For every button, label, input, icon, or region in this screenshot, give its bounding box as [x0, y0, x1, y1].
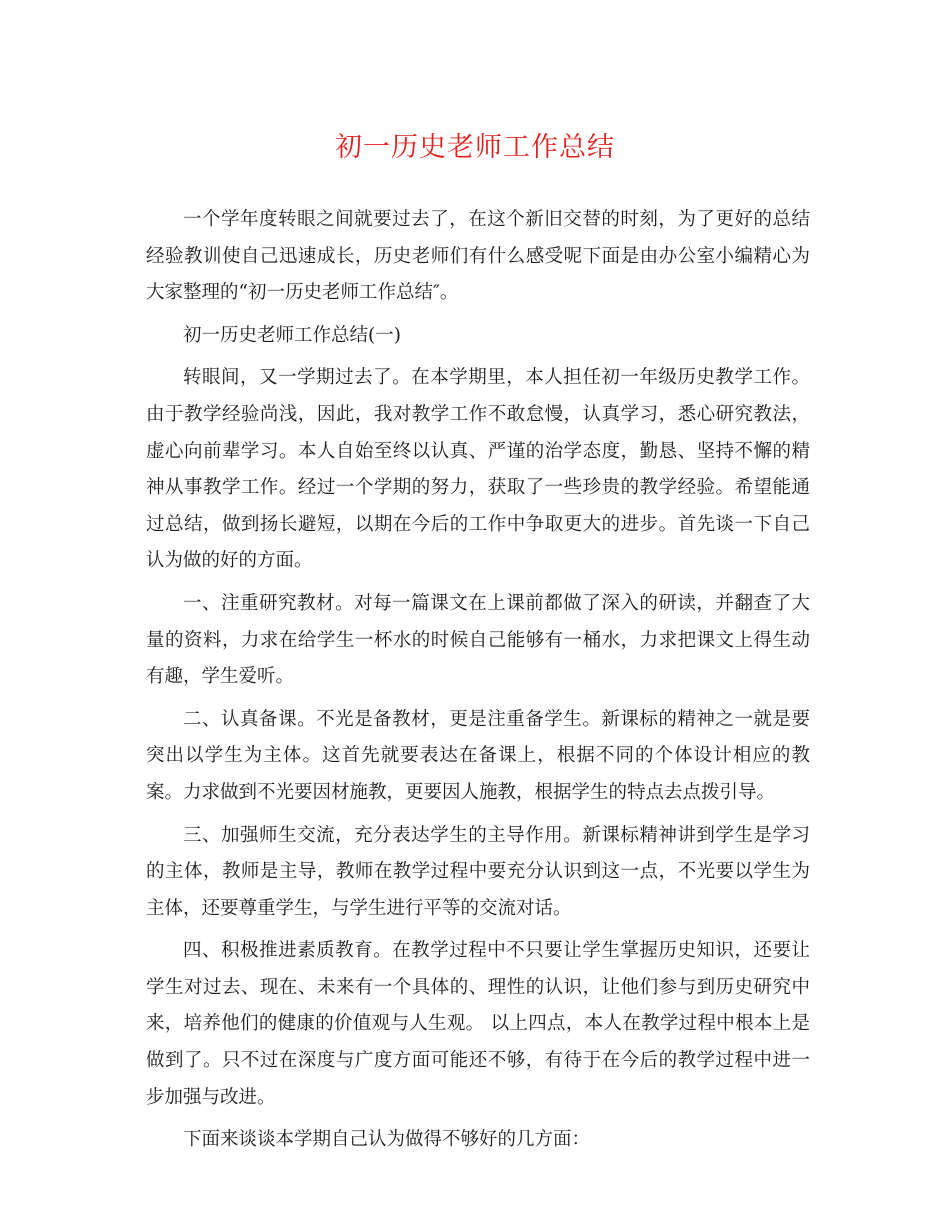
point-three-paragraph: 三、加强师生交流，充分表达学生的主导作用。新课标精神讲到学生是学习的主体，教师是主导，教师在教学过程中要充分认识到这一点，不光要以学生为主体，还要尊重学生，与学生进行平等的交流对话。	[146, 824, 810, 919]
section-heading: 初一历史老师工作总结(一)	[183, 324, 401, 346]
document-title: 初一历史老师工作总结	[335, 132, 615, 163]
point-one-paragraph: 一、注重研究教材。对每一篇课文在上课前都做了深入的研读，并翻查了大量的资料，力求在给学生一杯水的时候自己能够有一桶水，力求把课文上得生动有趣，学生爱听。	[146, 592, 810, 688]
document-body	[146, 202, 810, 1165]
point-two-paragraph: 二、认真备课。不光是备教材，更是注重备学生。新课标的精神之一就是要突出以学生为主体。这首先就要表达在备课上，根据不同的个体设计相应的教案。力求做到不光要因材施教，更要因人施教，根据学生的特点去点拨引导。	[146, 708, 810, 803]
closing-paragraph: 下面来谈谈本学期自己认为做得不够好的几方面：	[183, 1129, 591, 1151]
body-paragraph: 转眼间，又一学期过去了。在本学期里，本人担任初一年级历史教学工作。由于教学经验尚浅，因此，我对教学工作不敢怠慢，认真学习，悉心研究教法，虚心向前辈学习。本人自始至终以认真、严谨的治学态度，勤恳、坚持不懈的精神从事教学工作。经过一个学期的努力，获取了一些珍贵的教学经验。希望能通过总结，做到扬长避短，以期在今后的工作中争取更大的进步。首先谈一下自己认为做的好的方面。	[146, 367, 810, 572]
point-four-paragraph: 四、积极推进素质教育。在教学过程中不只要让学生掌握历史知识，还要让学生对过去、现在、未来有一个具体的、理性的认识，让他们参与到历史研究中来，培养他们的健康的价值观与人生观。 以上四点，本人在教学过程中根本上是做到了。只不过在深度与广度方面可能还不够，有待于在今后的教学过程中进一步加强与改进。	[146, 940, 810, 1108]
intro-paragraph: 一个学年度转眼之间就要过去了，在这个新旧交替的时刻，为了更好的总结经验教训使自己迅速成长，历史老师们有什么感受呢下面是由办公室小编精心为大家整理的“初一历史老师工作总结″。	[146, 209, 810, 304]
